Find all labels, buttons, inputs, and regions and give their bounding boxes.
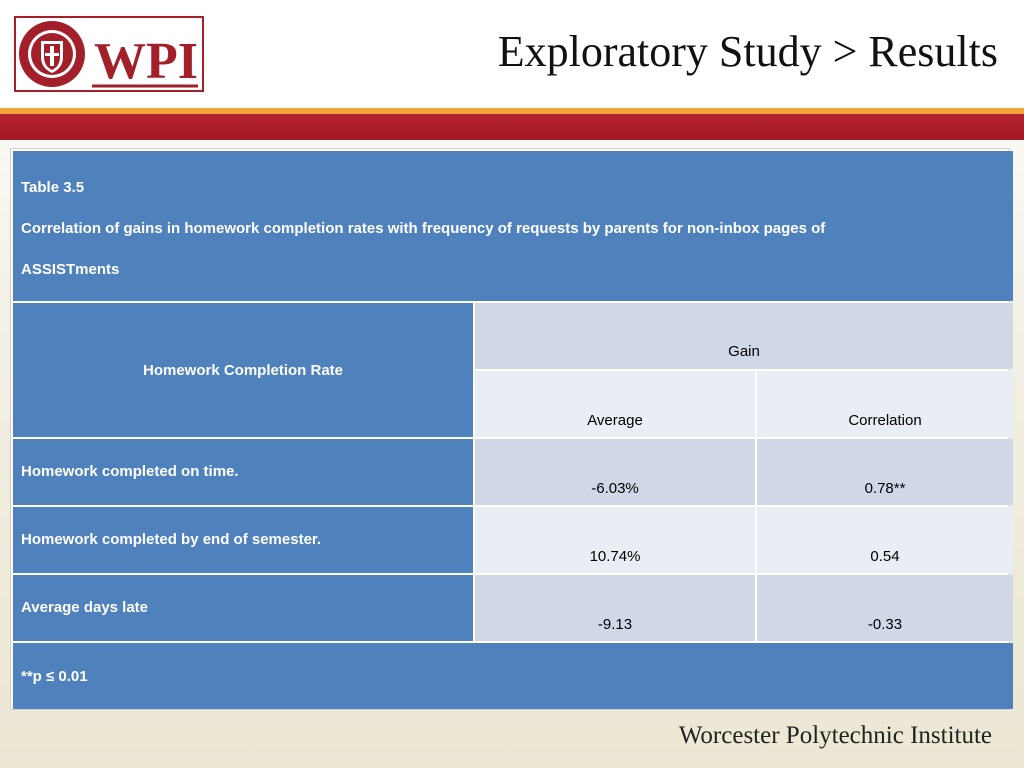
column-header-average: Average [475, 371, 755, 437]
slide-title: Exploratory Study > Results [497, 27, 998, 76]
table-caption-line-1: Correlation of gains in homework completion rates with frequency of requests by parents for non-inbox pages of [21, 220, 826, 237]
slide-header [0, 0, 1024, 108]
table-row [13, 439, 1013, 505]
cell-correlation-on-time: 0.78** [757, 439, 1013, 505]
wpi-logo [14, 16, 204, 92]
column-group-gain: Gain [475, 303, 1013, 369]
footer-institution-name: Worcester Polytechnic Institute [678, 722, 992, 749]
row-label-end-of-semester: Homework completed by end of semester. [13, 507, 473, 573]
table-caption-row [13, 151, 1013, 301]
table-header-row-1 [13, 303, 1013, 369]
wpi-logo-text: WPI [94, 33, 198, 90]
cell-average-days-late: -9.13 [475, 575, 755, 641]
header-stripe-red [0, 114, 1024, 140]
column-header-correlation: Correlation [757, 371, 1013, 437]
cell-average-end-of-semester: 10.74% [475, 507, 755, 573]
wpi-seal-icon [19, 21, 85, 87]
row-label-on-time: Homework completed on time. [13, 439, 473, 505]
results-table [11, 149, 1015, 711]
results-table-container [10, 148, 1010, 710]
cell-correlation-days-late: -0.33 [757, 575, 1013, 641]
table-row [13, 507, 1013, 573]
cell-average-on-time: -6.03% [475, 439, 755, 505]
table-caption-line-2: ASSISTments [21, 261, 120, 278]
table-footnote: **p ≤ 0.01 [13, 643, 1013, 709]
table-footnote-row [13, 643, 1013, 709]
row-label-days-late: Average days late [13, 575, 473, 641]
cell-correlation-end-of-semester: 0.54 [757, 507, 1013, 573]
table-row [13, 575, 1013, 641]
table-label: Table 3.5 [21, 179, 85, 196]
row-header-homework-completion-rate: Homework Completion Rate [13, 303, 473, 437]
table-caption [13, 151, 1013, 301]
